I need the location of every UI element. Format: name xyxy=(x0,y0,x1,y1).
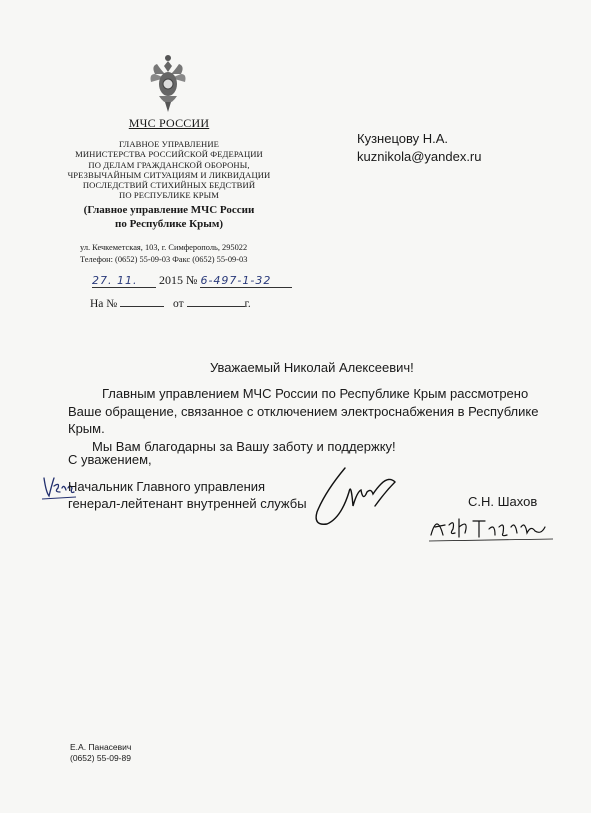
ref-num-sign: № xyxy=(186,273,198,287)
handwritten-number: 6-497-1-32 xyxy=(200,274,292,288)
org-line: ПО ДЕЛАМ ГРАЖДАНСКОЙ ОБОРОНЫ, xyxy=(88,159,250,170)
org-line: ПО РЕСПУБЛИКЕ КРЫМ xyxy=(119,190,219,201)
signer-position xyxy=(68,478,307,512)
executor-phone: (0652) 55-09-89 xyxy=(70,753,131,763)
executor-name: Е.А. Панасевич xyxy=(70,742,132,752)
position-line: Начальник Главного управления xyxy=(68,479,266,494)
org-short-name: (Главное управление МЧС России по Республике Крым) xyxy=(83,203,255,230)
org-contacts xyxy=(80,242,247,265)
signer-name: С.Н. Шахов xyxy=(468,494,538,509)
emergency-ministry-emblem-icon xyxy=(147,52,189,114)
handwritten-date: 27. 11. xyxy=(92,274,156,288)
outgoing-reference xyxy=(92,273,312,291)
greeting: Уважаемый Николай Алексеевич! xyxy=(210,360,414,375)
org-phone: Телефон: (0652) 55-09-03 Факс (0652) 55-09-03 xyxy=(80,254,248,264)
body-paragraph: Мы Вам благодарны за Вашу заботу и поддержку! xyxy=(92,438,396,454)
org-line: ГЛАВНОЕ УПРАВЛЕНИЕ xyxy=(118,139,220,149)
position-line: генерал-лейтенант внутренней службы xyxy=(68,496,307,511)
org-line: МИНИСТЕРСТВА РОССИЙСКОЙ ФЕДЕРАЦИИ xyxy=(75,149,263,160)
letter-body xyxy=(68,385,558,455)
organization-header xyxy=(60,116,278,231)
recipient-block xyxy=(357,130,481,166)
org-line: ПОСЛЕДСТВИЙ СТИХИЙНЫХ БЕДСТВИЙ xyxy=(82,180,256,191)
body-paragraph: Главным управлением МЧС России по Республике Крым рассмотрено Ваше обращение, связанное с отключением электроснабжения в Республике Крым. xyxy=(68,386,539,436)
handwritten-acting-signature xyxy=(425,505,565,545)
ref-year: 2015 xyxy=(159,273,183,287)
org-line: ЧРЕЗВЫЧАЙНЫМ СИТУАЦИЯМ И ЛИКВИДАЦИИ xyxy=(67,169,271,180)
recipient-name: Кузнецову Н.А. xyxy=(357,131,448,146)
org-address: ул. Кечкеметская, 103, г. Симферополь, 295022 xyxy=(80,243,248,252)
closing: С уважением, xyxy=(68,452,152,467)
agency-title: МЧС РОССИИ xyxy=(128,116,210,130)
executor-info xyxy=(70,742,131,764)
handwritten-signature xyxy=(305,462,415,534)
in-reply-reference: На № от г. xyxy=(90,298,251,310)
recipient-email: kuznikola@yandex.ru xyxy=(357,149,482,164)
